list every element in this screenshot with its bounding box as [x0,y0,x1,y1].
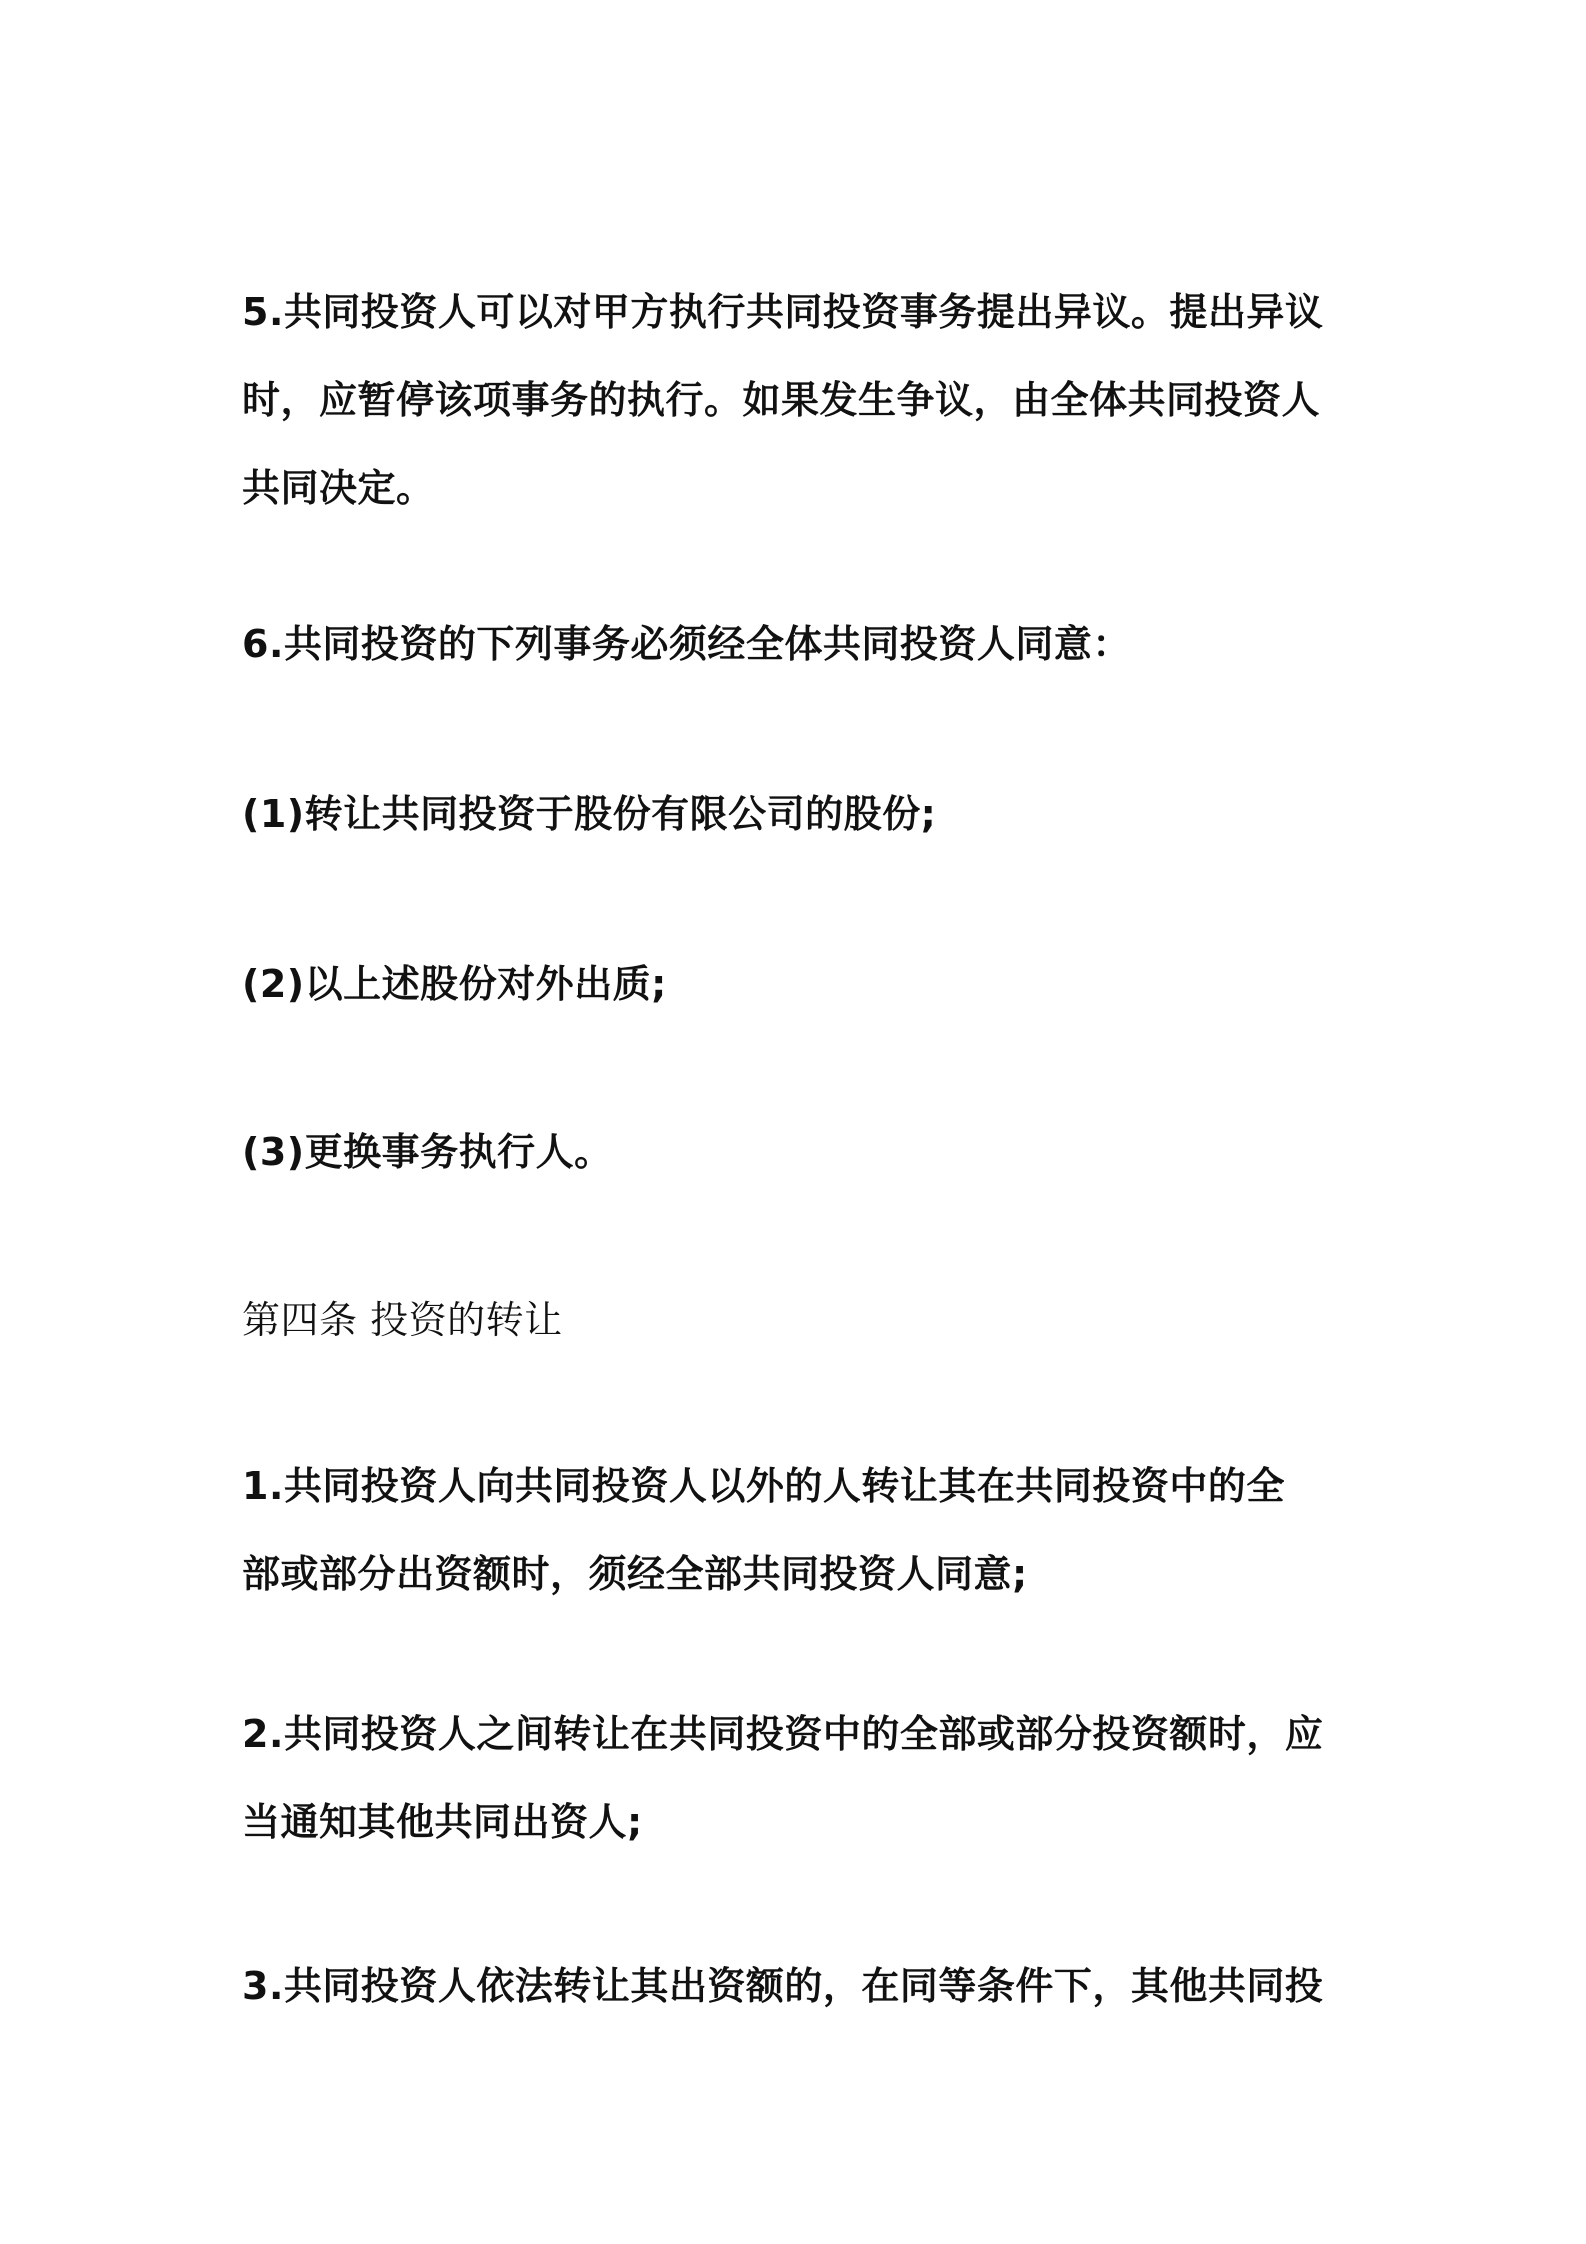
text-line: 部或部分出资额时，须经全部共同投资人同意; [242,1552,1028,1596]
text-line: 6.共同投资的下列事务必须经全体共同投资人同意： [242,622,1131,666]
text-line: 1.共同投资人向共同投资人以外的人转让其在共同投资中的全 [242,1464,1285,1508]
text-line: 当通知其他共同出资人; [242,1800,643,1844]
article-4-heading [242,1276,1360,1364]
paragraph-clause-5 [242,268,1360,532]
heading-line: 第四条 投资的转让 [242,1298,563,1342]
paragraph-article-4-clause-3 [242,1942,1360,2030]
paragraph-article-4-clause-1 [242,1442,1360,1618]
paragraph-clause-6-item-2 [242,940,1360,1028]
paragraph-clause-6 [242,600,1360,688]
text-line: 时，应暂停该项事务的执行。如果发生争议，由全体共同投资人 [242,378,1321,422]
text-line: 共同决定。 [242,466,435,510]
text-line: 3.共同投资人依法转让其出资额的，在同等条件下，其他共同投 [242,1964,1324,2008]
text-line: 2.共同投资人之间转让在共同投资中的全部或部分投资额时，应 [242,1712,1324,1756]
text-line: (3)更换事务执行人。 [242,1130,613,1174]
text-line: 5.共同投资人可以对甲方执行共同投资事务提出异议。提出异议 [242,290,1324,334]
text-line: (1)转让共同投资于股份有限公司的股份; [242,792,937,836]
paragraph-clause-6-item-3 [242,1108,1360,1196]
text-line: (2)以上述股份对外出质; [242,962,667,1006]
paragraph-article-4-clause-2 [242,1690,1360,1866]
paragraph-clause-6-item-1 [242,770,1360,858]
